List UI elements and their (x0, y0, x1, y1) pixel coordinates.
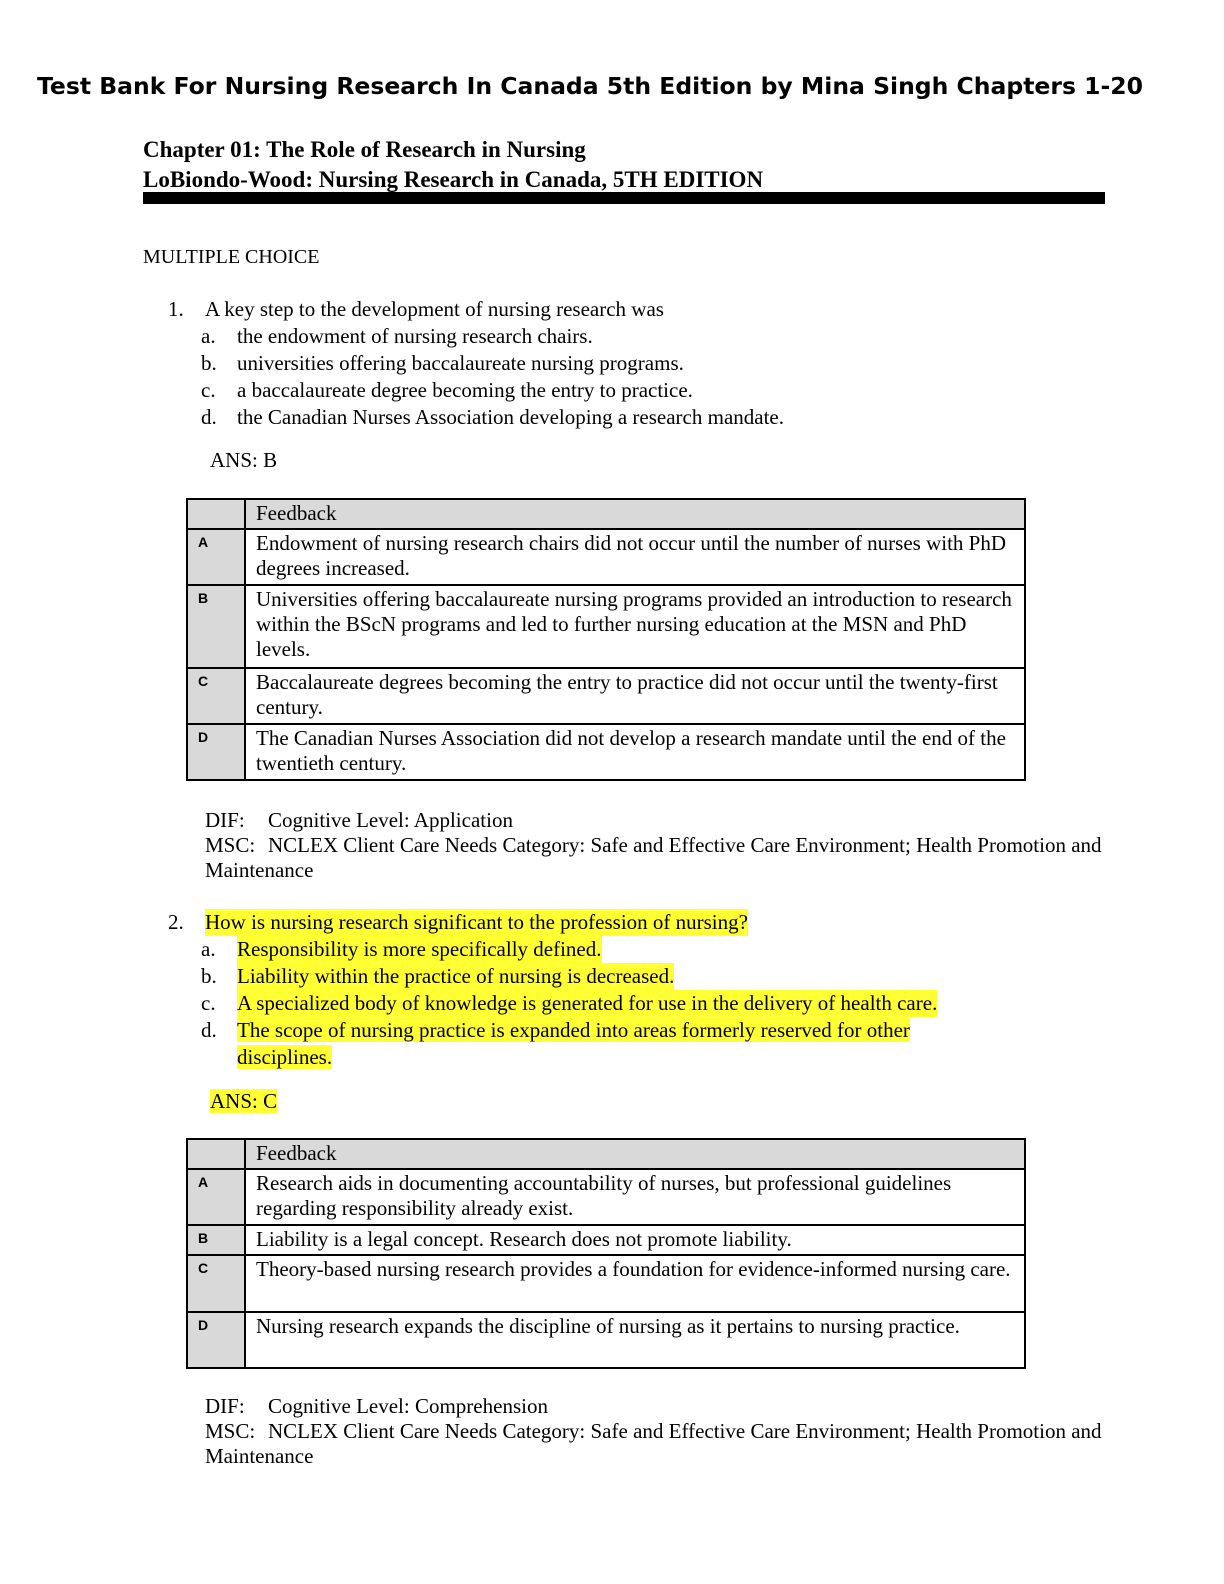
msc-value: NCLEX Client Care Needs Category: Safe and Effective Care Environment; Health Promotion and Maintenance (205, 1419, 1102, 1468)
option-letter: d. (201, 405, 217, 429)
feedback-key: B (187, 1225, 245, 1255)
option-letter: b. (201, 351, 217, 375)
dif-value: Cognitive Level: Application (268, 808, 513, 832)
feedback-row (187, 529, 1025, 585)
feedback-key: B (187, 585, 245, 668)
question-number: 2. (168, 910, 184, 934)
feedback-text: Universities offering baccalaureate nursing programs provided an introduction to research within the BScN programs and led to further nursing education at the MSN and PhD levels. (245, 585, 1025, 668)
option-b (168, 963, 928, 990)
option-letter: c. (201, 991, 216, 1015)
option-b (168, 350, 715, 377)
feedback-row (187, 1255, 1025, 1312)
option-letter: a. (201, 937, 216, 961)
msc-label: MSC: (205, 833, 256, 857)
question-1 (168, 296, 784, 431)
option-text: universities offering baccalaureate nursing programs. (237, 351, 684, 375)
feedback-row (187, 1312, 1025, 1368)
option-text: a baccalaureate degree becoming the entry to practice. (237, 378, 693, 402)
option-letter: d. (201, 1018, 217, 1042)
answer-2 (210, 1089, 277, 1114)
book-title: LoBiondo-Wood: Nursing Research in Canada, 5TH EDITION (143, 167, 764, 192)
option-text: Responsibility is more specifically defined. (237, 937, 602, 961)
section-heading: MULTIPLE CHOICE (143, 246, 320, 268)
feedback-table-2 (186, 1138, 1026, 1369)
question-stem: How is nursing research significant to the profession of nursing? (205, 910, 748, 934)
option-letter: a. (201, 324, 216, 348)
feedback-key: D (187, 1312, 245, 1368)
feedback-key: D (187, 724, 245, 780)
option-d (168, 404, 784, 431)
feedback-header: Feedback (245, 499, 1025, 529)
feedback-text: Research aids in documenting accountability of nurses, but professional guidelines regarding responsibility already exist. (245, 1169, 1025, 1225)
answer-1: ANS: B (210, 448, 278, 472)
feedback-text: Nursing research expands the discipline of nursing as it pertains to nursing practice. (245, 1312, 1025, 1368)
chapter-heading (143, 135, 763, 195)
option-c (168, 377, 715, 404)
feedback-key: C (187, 668, 245, 724)
msc-value: NCLEX Client Care Needs Category: Safe and Effective Care Environment; Health Promotion and Maintenance (205, 833, 1102, 882)
feedback-header: Feedback (245, 1139, 1025, 1169)
option-a (168, 323, 715, 350)
dif-label: DIF: (205, 1394, 245, 1418)
feedback-key: A (187, 1169, 245, 1225)
feedback-table-1 (186, 498, 1026, 781)
feedback-row (187, 1225, 1025, 1255)
feedback-key: C (187, 1255, 245, 1312)
option-d (168, 1017, 928, 1071)
option-c (168, 990, 938, 1017)
option-a (168, 936, 928, 963)
option-text: A specialized body of knowledge is generated for use in the delivery of health care. (237, 991, 938, 1015)
question-1-metadata (205, 808, 1105, 883)
feedback-row (187, 585, 1025, 668)
msc-label: MSC: (205, 1419, 256, 1443)
feedback-text: Endowment of nursing research chairs did not occur until the number of nurses with PhD degrees increased. (245, 529, 1025, 585)
dif-value: Cognitive Level: Comprehension (268, 1394, 548, 1418)
heading-divider (143, 192, 1105, 204)
feedback-text: The Canadian Nurses Association did not develop a research mandate until the end of the twentieth century. (245, 724, 1025, 780)
question-2-metadata (205, 1394, 1105, 1469)
feedback-text: Theory-based nursing research provides a foundation for evidence-informed nursing care. (245, 1255, 1025, 1312)
question-stem: A key step to the development of nursing research was (205, 297, 664, 321)
feedback-row (187, 724, 1025, 780)
document-title: Test Bank For Nursing Research In Canada 5th Edition by Mina Singh Chapters 1-20 (37, 72, 1143, 100)
option-text: The scope of nursing practice is expanded into areas formerly reserved for other disciplines. (237, 1018, 910, 1069)
option-text: the endowment of nursing research chairs. (237, 324, 593, 348)
feedback-header-row (187, 1139, 1025, 1169)
question-number: 1. (168, 297, 184, 321)
feedback-text: Baccalaureate degrees becoming the entry to practice did not occur until the twenty-first century. (245, 668, 1025, 724)
feedback-row (187, 1169, 1025, 1225)
feedback-text: Liability is a legal concept. Research does not promote liability. (245, 1225, 1025, 1255)
feedback-key: A (187, 529, 245, 585)
question-2 (168, 909, 938, 1071)
option-text: Liability within the practice of nursing is decreased. (237, 964, 675, 988)
feedback-header-row (187, 499, 1025, 529)
option-letter: b. (201, 964, 217, 988)
option-letter: c. (201, 378, 216, 402)
feedback-row (187, 668, 1025, 724)
answer-text: ANS: C (210, 1089, 278, 1113)
option-text: the Canadian Nurses Association developing a research mandate. (237, 405, 784, 429)
chapter-title: Chapter 01: The Role of Research in Nursing (143, 137, 586, 162)
dif-label: DIF: (205, 808, 245, 832)
